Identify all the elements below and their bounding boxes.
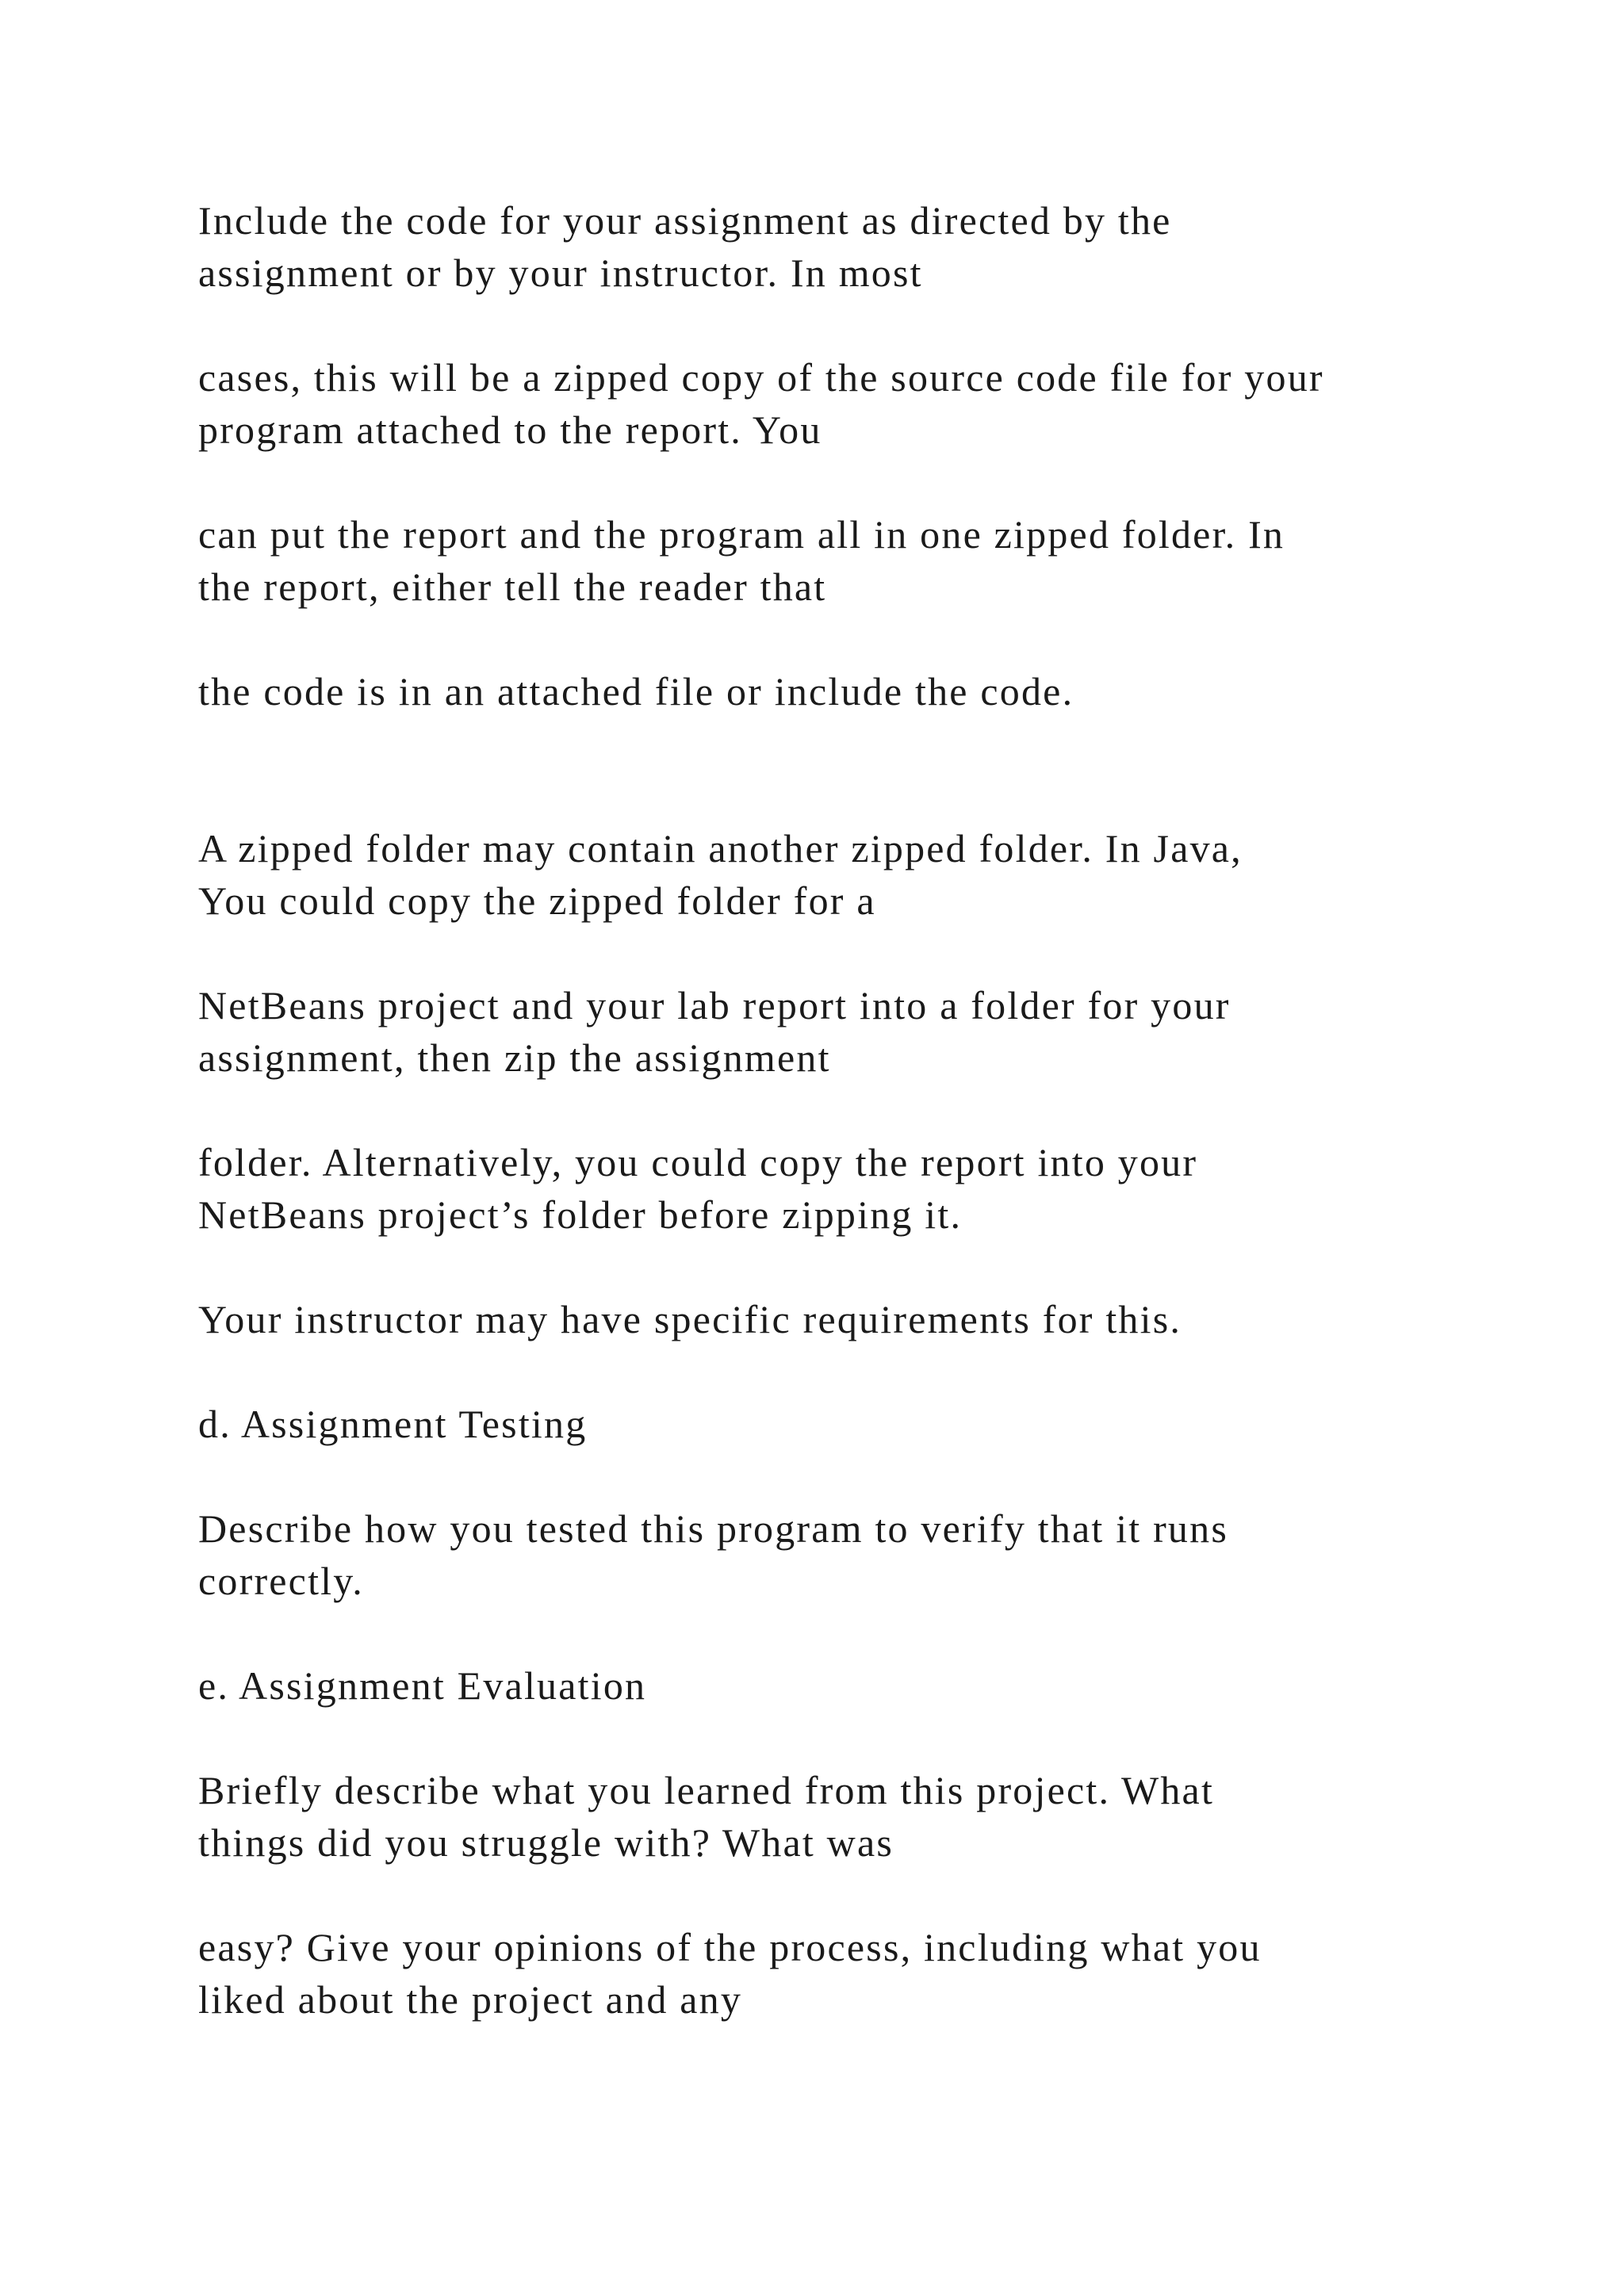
heading-assignment-evaluation (198, 1659, 646, 1712)
section-heading: e. Assignment Evaluation (198, 1663, 647, 1708)
text-line: Briefly describe what you learned from this project. What (198, 1768, 1215, 1812)
text-line: things did you struggle with? What was (198, 1820, 894, 1865)
paragraph-opinions (198, 1921, 1262, 2026)
paragraph-instructor-requirements (198, 1293, 1182, 1345)
text-line: correctly. (198, 1559, 364, 1603)
text-line: NetBeans project’s folder before zipping it. (198, 1192, 963, 1237)
paragraph-nested-zip (198, 822, 1243, 927)
text-line: Your instructor may have specific requirements for this. (198, 1297, 1182, 1341)
text-line: You could copy the zipped folder for a (198, 878, 876, 923)
text-line: program attached to the report. You (198, 408, 822, 452)
text-line: the report, either tell the reader that (198, 564, 827, 609)
paragraph-testing-description (198, 1502, 1228, 1607)
paragraph-one-folder (198, 508, 1285, 613)
paragraph-netbeans-project (198, 979, 1231, 1084)
section-heading: d. Assignment Testing (198, 1402, 588, 1446)
text-line: folder. Alternatively, you could copy the report into your (198, 1140, 1198, 1184)
paragraph-evaluation-description (198, 1764, 1214, 1869)
heading-assignment-testing (198, 1398, 587, 1450)
text-line: liked about the project and any (198, 1977, 743, 2022)
paragraph-alternative (198, 1136, 1197, 1241)
paragraph-attached-file (198, 665, 1074, 718)
text-line: Include the code for your assignment as directed by the (198, 198, 1172, 243)
text-line: Describe how you tested this program to verify that it runs (198, 1506, 1228, 1551)
text-line: assignment or by your instructor. In most (198, 251, 923, 295)
paragraph-zipped-copy (198, 351, 1324, 456)
text-line: easy? Give your opinions of the process, including what you (198, 1925, 1262, 1969)
text-line: A zipped folder may contain another zipped folder. In Java, (198, 826, 1243, 871)
text-line: NetBeans project and your lab report into a folder for your (198, 983, 1231, 1027)
text-line: can put the report and the program all in one zipped folder. In (198, 512, 1285, 557)
paragraph-code-instructions (198, 194, 1172, 299)
text-line: the code is in an attached file or include the code. (198, 669, 1074, 714)
text-line: assignment, then zip the assignment (198, 1035, 831, 1080)
text-line: cases, this will be a zipped copy of the source code file for your (198, 355, 1324, 400)
